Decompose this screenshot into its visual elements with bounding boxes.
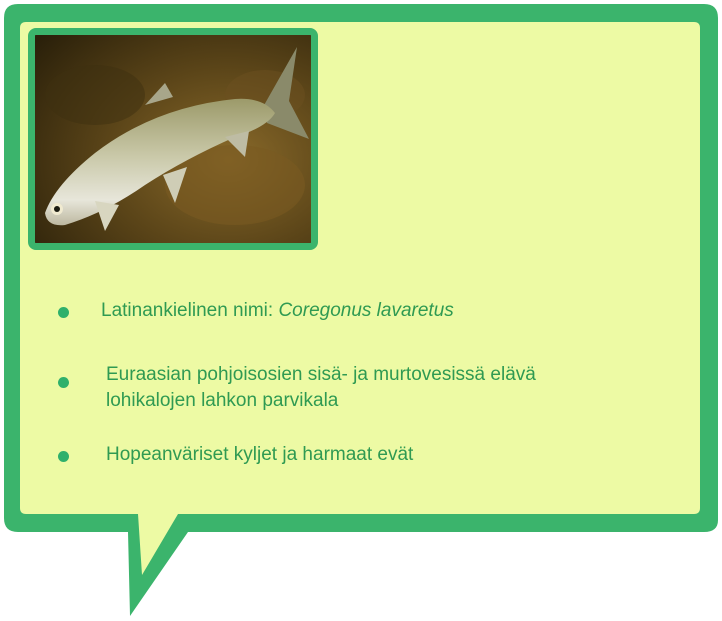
fish-photo — [28, 28, 318, 250]
fact-latin-label: Latinankielinen nimi: — [101, 300, 279, 321]
fish-image — [35, 35, 311, 243]
fact-habitat-line2: lohikalojen lahkon parvikala — [106, 390, 339, 411]
fact-colour-label: Hopeanväriset kyljet ja harmaat evät — [106, 444, 414, 465]
fact-latin-species: Coregonus lavaretus — [278, 300, 454, 321]
fact-habitat-line1: Euraasian pohjoisosien sisä- ja murtovesissä elävä — [106, 364, 536, 385]
